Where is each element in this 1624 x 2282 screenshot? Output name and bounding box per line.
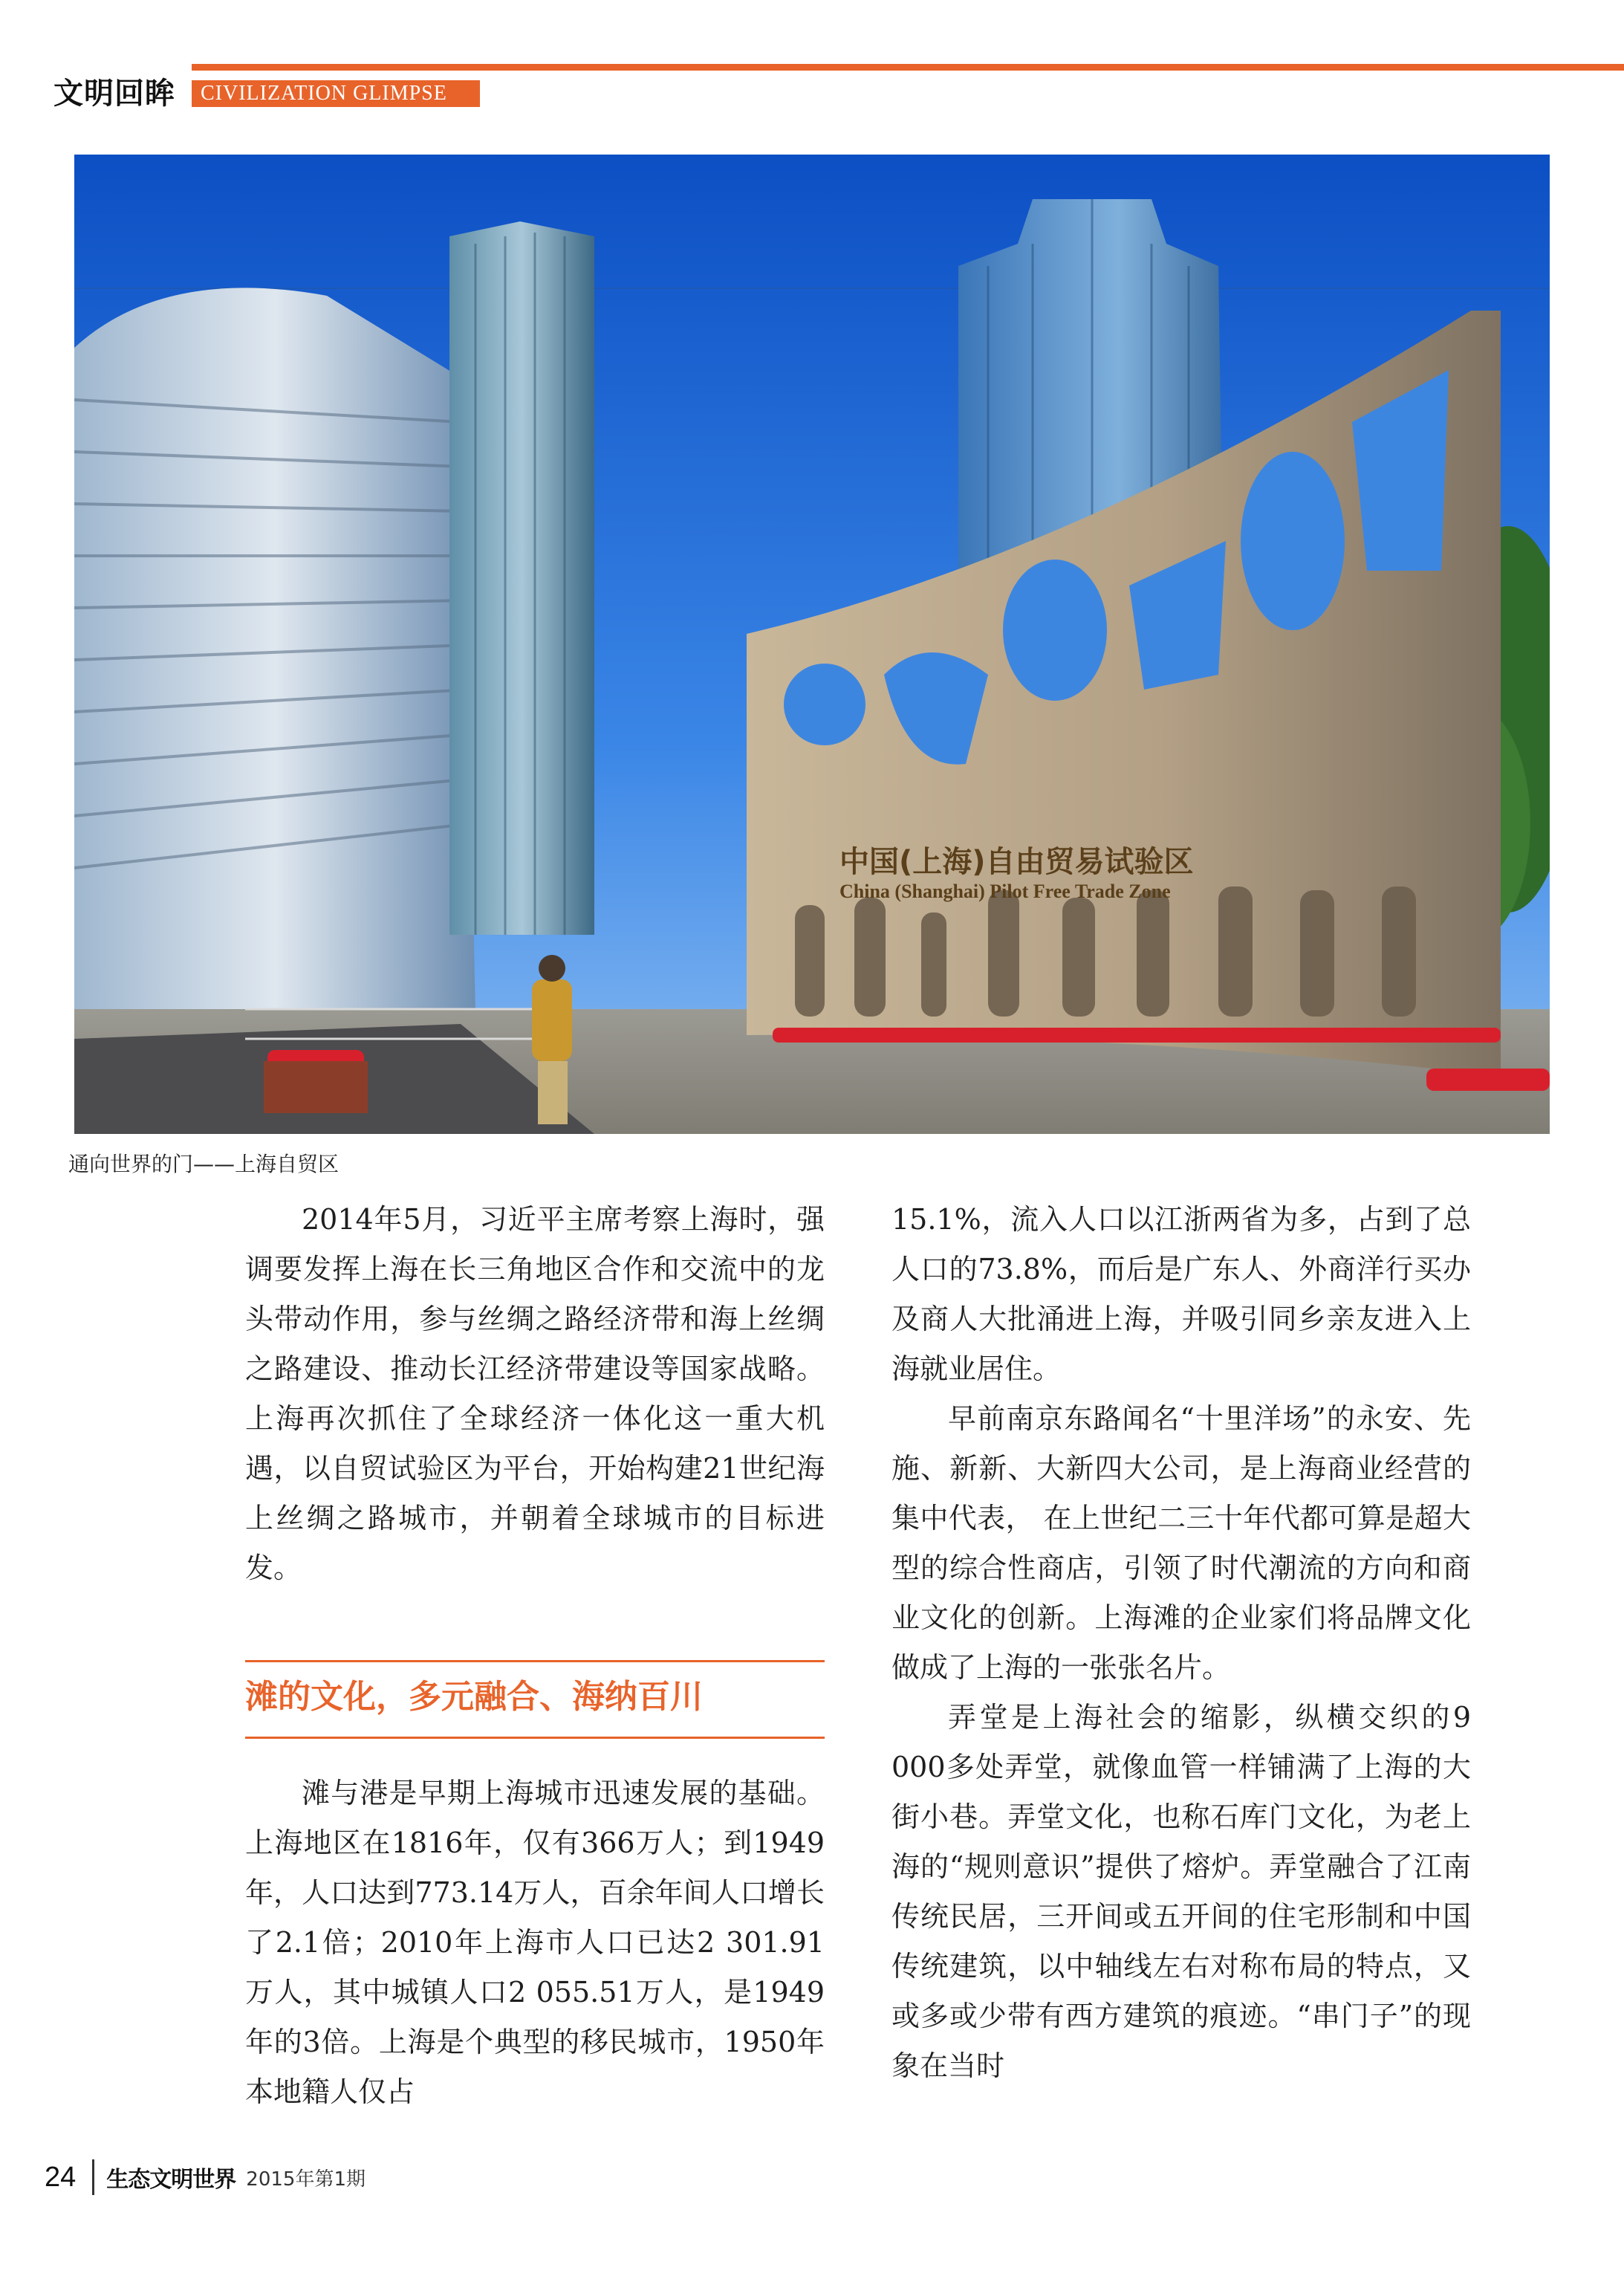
sign-chinese: 中国(上海)自由贸易试验区	[839, 845, 1194, 879]
hero-photo	[74, 155, 1550, 1134]
header-rule	[192, 64, 1624, 71]
section-heading-box	[245, 1660, 825, 1739]
section-subtitle: CIVILIZATION GLIMPSE	[192, 80, 480, 107]
paragraph: 2014年5月，习近平主席考察上海时，强调要发挥上海在长三角地区合作和交流中的龙头带动作用，参与丝绸之路经济带和海上丝绸之路建设、推动长江经济带建设等国家战略。上海再次抓住了全球经济一体化这一重大机遇，以自贸试验区为平台，开始构建21世纪海上丝绸之路城市，并朝着全球城市的目标进发。	[245, 1203, 825, 1584]
page-number: 24	[45, 2161, 77, 2193]
photo-caption: 通向世界的门——上海自贸区	[68, 1152, 340, 1176]
paragraph: 弄堂是上海社会的缩影，纵横交织的9 000多处弄堂，就像血管一样铺满了上海的大街小巷。弄堂文化，也称石库门文化，为老上海的“规则意识”提供了熔炉。弄堂融合了江南传统民居，三开间或五开间的住宅形制和中国传统建筑，以中轴线左右对称布局的特点，又或多或少带有西方建筑的痕迹。“串门子”的现象在当时	[891, 1701, 1471, 2082]
paragraph: 早前南京东路闻名“十里洋场”的永安、先施、新新、大新四大公司，是上海商业经营的集中代表， 在上世纪二三十年代都可算是超大型的综合性商店，引领了时代潮流的方向和商业文化的创新。上海滩的企业家们将品牌文化做成了上海的一张张名片。	[891, 1402, 1471, 1684]
magazine-name: 生态文明世界	[106, 2167, 236, 2193]
issue-label: 2015年第1期	[246, 2168, 366, 2191]
section-title: 文明回眸	[53, 77, 175, 111]
paragraph-continued: 15.1%，流入人口以江浙两省为多，占到了总人口的73.8%，而后是广东人、外商洋行买办及商人大批涌进上海，并吸引同乡亲友进入上海就业居住。	[891, 1203, 1471, 1385]
left-column	[245, 1195, 825, 2117]
right-column	[891, 1195, 1471, 2091]
page-footer	[45, 2155, 366, 2200]
sign-english: China (Shanghai) Pilot Free Trade Zone	[839, 881, 1171, 902]
paragraph: 滩与港是早期上海城市迅速发展的基础。上海地区在1816年，仅有366万人；到1949年，人口达到773.14万人，百余年间人口增长了2.1倍；2010年上海市人口已达2 301.91万人，其中城镇人口2 055.51万人，是1949年的3倍。上海是个典型的移民城市，1950年本地籍人仅占	[245, 1777, 825, 2108]
section-heading: 滩的文化，多元融合、海纳百川	[245, 1678, 703, 1716]
footer-divider	[92, 2159, 94, 2195]
